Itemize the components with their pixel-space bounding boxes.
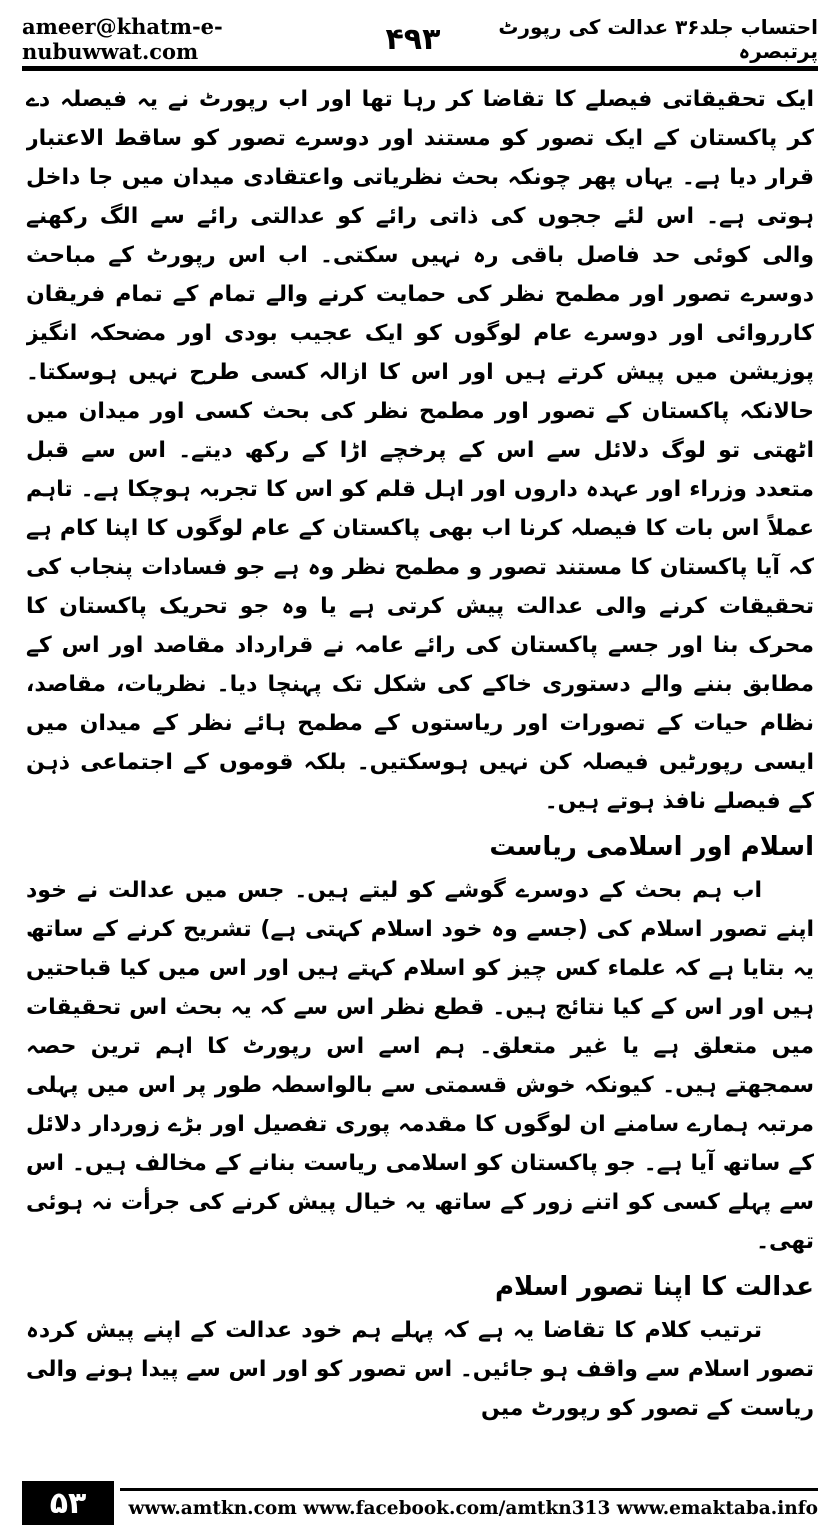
page-body [26, 80, 814, 1472]
footer-rule [120, 1488, 818, 1494]
footer-links[interactable]: www.amtkn.com www.facebook.com/amtkn313 www.emaktaba.info [128, 1497, 818, 1519]
header-left [22, 14, 440, 64]
running-title: احتساب جلد۳۶ عدالت کی رپورٹ پرتبصرہ [498, 15, 818, 63]
header-rule [22, 66, 818, 71]
page-header [22, 16, 818, 62]
paragraph-1: ایک تحقیقاتی فیصلے کا تقاضا کر رہا تھا اور اب رپورٹ نے یہ فیصلہ دے کر پاکستان کے ایک تصور کو مستند اور دوسرے تصور کو ساقط الاعتبار قرار دیا ہے۔ یہاں پھر چونکہ بحث نظریاتی واعتقادی میدان میں جا داخل ہوتی ہے۔ اس لئے ججوں کی ذاتی رائے کو عدالتی رائے سے الگ رکھنے والی کوئی حد فاصل باقی رہ نہیں سکتی۔ اب اس رپورٹ کے مباحث دوسرے تصور اور مطمح نظر کی حمایت کرنے والے تمام کے تمام فریقان کارروائی اور دوسرے عام لوگوں کو ایک عجیب بودی اور مضحکہ انگیز پوزیشن میں پیش کرتے ہیں اور اس کا ازالہ کسی طرح نہیں ہوسکتا۔ حالانکہ پاکستان کے تصور اور مطمح نظر کی بحث کسی اور میدان میں اٹھتی تو لوگ دلائل سے اس کے پرخچے اڑا کے رکھ دیتے۔ اس سے قبل متعدد وزراء اور عہدہ داروں اور اہل قلم کو اس کا تجربہ ہوچکا ہے۔ تاہم عملاً اس بات کا فیصلہ کرنا اب بھی پاکستان کے عام لوگوں کا اپنا کام ہے کہ آیا پاکستان کا مستند تصور و مطمح نظر وہ ہے جو فسادات پنجاب کی تحقیقات کرنے والی عدالت پیش کرتی ہے یا وہ جو تحریک پاکستان کا محرک بنا اور جسے پاکستان کی رائے عامہ نے قرارداد مقاصد اور اس کے مطابق بننے والے دستوری خاکے کی شکل تک پہنچا دیا۔ نظریات، مقاصد، نظام حیات کے تصورات اور ریاستوں کے مطمح ہائے نظر کے میدان میں ایسی رپورٹیں فیصلہ کن نہیں ہوسکتیں۔ بلکہ قوموں کے اجتماعی ذہن کے فیصلے نافذ ہوتے ہیں۔ [26, 87, 814, 814]
footer-right [120, 1488, 818, 1519]
header-page-number: ۴۹۳ [385, 21, 441, 57]
paragraph-2: اب ہم بحث کے دوسرے گوشے کو لیتے ہیں۔ جس میں عدالت نے خود اپنے تصور اسلام کی (جسے وہ خود اسلام کہتی ہے) تشریح کرنے کے ساتھ یہ بتایا ہے کہ علماء کس چیز کو اسلام کہتے ہیں اور اس میں کیا قباحتیں ہیں اور اس کے کیا نتائج ہیں۔ قطع نظر اس سے کہ یہ بحث اس تحقیقات میں متعلق ہے یا غیر متعلق۔ ہم اسے اس رپورٹ کا اہم ترین حصہ سمجھتے ہیں۔ کیونکہ خوش قسمتی سے بالواسطہ طور پر اس میں پہلی مرتبہ ہمارے سامنے ان لوگوں کا مقدمہ پوری تفصیل اور بڑے زوردار دلائل کے ساتھ آیا ہے۔ جو پاکستان کو اسلامی ریاست بنانے کے مخالف ہیں۔ اس سے پہلے کسی کو اتنے زور کے ساتھ یہ خیال پیش کرنے کی جرأت نہ ہوئی تھی۔ [26, 878, 814, 1254]
paragraph-3: ترتیب کلام کا تقاضا یہ ہے کہ پہلے ہم خود عدالت کے اپنے پیش کردہ تصور اسلام سے واقف ہو جائیں۔ اس تصور کو اور اس سے پیدا ہونے والی ریاست کے تصور کو رپورٹ میں [26, 1318, 814, 1421]
footer-page-number: ۵۳ [22, 1481, 114, 1525]
page-footer [22, 1478, 818, 1528]
section-heading-islam-state: اسلام اور اسلامی ریاست [489, 832, 814, 862]
header-email[interactable]: ameer@khatm-e-nubuwwat.com [22, 14, 223, 64]
section-heading-court-concept: عدالت کا اپنا تصور اسلام [494, 1272, 814, 1302]
